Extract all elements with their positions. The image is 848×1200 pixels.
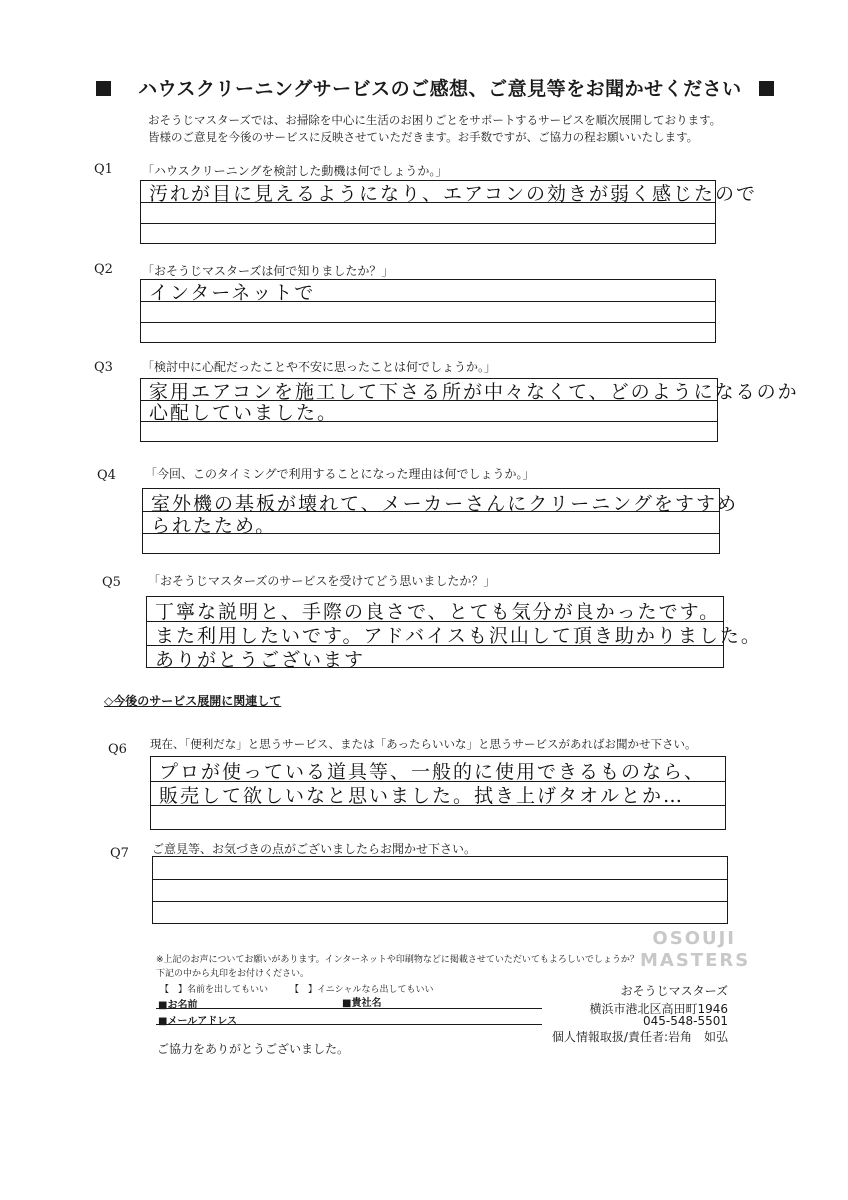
privacy-manager: 個人情報取扱/責任者:岩角 如弘: [551, 1030, 728, 1044]
question-number: Q2: [94, 262, 113, 277]
permission-option-initial[interactable]: 【 】イニシャルなら出してもいい: [290, 985, 434, 995]
answer-line: 販売して欲しいなと思いました。拭き上げタオルとか…: [159, 785, 685, 807]
question-number: Q5: [102, 575, 121, 590]
answer-line: インターネットで: [149, 282, 316, 304]
section-heading: ◇今後のサービス展開に関連して: [104, 694, 282, 708]
answer-line: また利用したいです。アドバイスも沢山して頂き助かりました。: [155, 625, 762, 647]
answer-line: 丁寧な説明と、手際の良さで、とても気分が良かったです。: [155, 601, 721, 623]
page-title: ハウスクリーニングサービスのご感想、ご意見等をお聞かせください: [96, 74, 796, 101]
question-number: Q7: [110, 846, 129, 861]
divider: [156, 1024, 542, 1025]
permission-option-name[interactable]: 【 】名前を出してもいい: [160, 985, 269, 995]
question-text: ご意見等、お気づきの点がございましたらお聞かせ下さい。: [152, 842, 477, 856]
question-text: 現在、「便利だな」と思うサービス、または「あったらいいな」と思うサービスがあればお聞かせ下さい。: [150, 737, 697, 751]
answer-box-q3[interactable]: [140, 378, 799, 442]
divider: [156, 1008, 542, 1009]
square-bullet-icon: [759, 81, 774, 96]
answer-line: プロが使っている道具等、一般的に使用できるものなら、: [159, 761, 706, 783]
answer-line: 汚れが目に見えるようになり、エアコンの効きが弱く感じたので: [149, 183, 758, 205]
answer-line: られたため。: [151, 515, 277, 537]
thanks-text: ご協力をありがとうございました。: [157, 1042, 350, 1056]
intro-line-1: おそうじマスターズでは、お掃除を中心に生活のお困りごとをサポートするサービスを順次展開しております。: [148, 113, 722, 127]
answer-box-q1[interactable]: [140, 180, 758, 244]
answer-box-q6[interactable]: [150, 756, 726, 830]
question-number: Q3: [94, 360, 113, 375]
company-label: ■貴社名: [342, 998, 382, 1009]
company-phone: 045-548-5501: [642, 1014, 728, 1028]
question-text: 「検討中に心配だったことや不安に思ったことは何でしょうか。」: [142, 360, 497, 374]
answer-box-q2[interactable]: [140, 279, 716, 343]
answer-box-q7[interactable]: [152, 856, 728, 924]
answer-line: 家用エアコンを施工して下さる所が中々なくて、どのようになるのか: [149, 381, 799, 403]
question-text: 「今回、このタイミングで利用することになった理由は何でしょうか。」: [145, 467, 535, 481]
question-text: 「おそうじマスターズのサービスを受けてどう思いましたか？」: [148, 574, 496, 588]
company-name: おそうじマスターズ: [620, 984, 728, 998]
answer-line: ありがとうございます: [155, 649, 366, 671]
answer-line: 心配していました。: [149, 402, 339, 424]
question-text: 「おそうじマスターズは何で知りましたか？」: [142, 264, 394, 278]
question-text: 「ハウスクリーニングを検討した動機は何でしょうか。」: [142, 164, 448, 178]
intro-line-2: 皆様のご意見を今後のサービスに反映させていただきます。お手数ですが、ご協力の程お願いいたします。: [148, 130, 699, 144]
question-number: Q4: [97, 468, 116, 483]
answer-box-q5[interactable]: [146, 596, 762, 671]
footer-note: 下記の中から丸印をお付けください。: [156, 969, 310, 979]
footer-note: ※上記のお声についてお願いがあります。インターネットや印刷物などに掲載させていただいてもよろしいでしょうか？: [156, 955, 639, 965]
square-bullet-icon: [96, 81, 111, 96]
question-number: Q1: [94, 162, 113, 177]
answer-box-q4[interactable]: [142, 488, 739, 554]
question-number: Q6: [108, 742, 127, 757]
company-address: 横浜市港北区高田町1946: [589, 1002, 728, 1016]
name-label: ■お名前: [158, 1000, 198, 1011]
answer-line: 室外機の基板が壊れて、メーカーさんにクリーニングをすすめ: [151, 493, 739, 515]
email-label: ■メールアドレス: [158, 1016, 237, 1027]
company-logo: OSOUJI MASTERS: [640, 928, 751, 971]
